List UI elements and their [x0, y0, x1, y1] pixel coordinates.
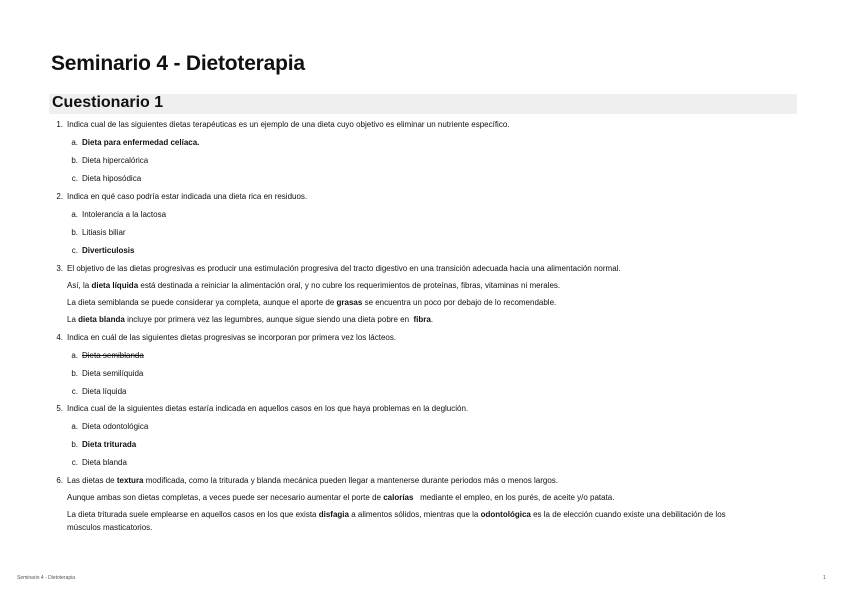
answer-paragraph-continued: músculos masticatorios.: [67, 523, 153, 532]
question-number: 2.: [56, 192, 63, 201]
option-text: [82, 246, 134, 256]
question-number: 6.: [56, 476, 63, 485]
option-letter: c.: [71, 387, 78, 396]
option-text: [82, 138, 199, 148]
option-letter: b.: [71, 440, 78, 449]
question-text: Indica en qué caso podría estar indicada una dieta rica en residuos.: [67, 192, 308, 201]
option-text-struck: Dieta semiblanda: [82, 351, 144, 360]
option-text: Dieta semilíquida: [82, 369, 144, 378]
option-text: Dieta blanda: [82, 458, 127, 467]
page-number: 1: [823, 575, 826, 581]
answer-paragraph: La dieta semiblanda se puede considerar ya completa, aunque el aporte de grasas se encuentra un poco por debajo de lo recomendable.: [67, 298, 557, 307]
answer-highlight: Dieta para enfermedad celíaca.: [82, 138, 200, 147]
question-text: Indica cual de las siguientes dietas terapéuticas es un ejemplo de una dieta cuyo objetivo es eliminar un nutriente específico.: [67, 120, 510, 129]
option-letter: a.: [71, 351, 78, 360]
answer-paragraph: Aunque ambas son dietas completas, a veces puede ser necesario aumentar el porte de calorías mediante el empleo, en los purés, de aceite y/o patata.: [67, 493, 615, 502]
option-letter: b.: [71, 228, 78, 237]
option-text: Litiasis biliar: [82, 228, 126, 237]
answer-paragraph: La dieta blanda incluye por primera vez las legumbres, aunque sigue siendo una dieta pobre en fibra.: [67, 315, 434, 324]
answer-highlight: Diverticulosis: [82, 246, 135, 255]
question-text: Las dietas de textura modificada, como la triturada y blanda mecánica pueden llegar a mantenerse durante periodos más o menos largos.: [67, 476, 558, 485]
question-text: El objetivo de las dietas progresivas es producir una estimulación progresiva del tracto digestivo en una transición adecuada hacia una alimentación normal.: [67, 264, 621, 273]
answer-paragraph: La dieta triturada suele emplearse en aquellos casos en los que exista disfagia a alimentos sólidos, mientras que la odontológica es la de elección cuando existe una debilitación de los: [67, 510, 726, 519]
option-text: Dieta odontológica: [82, 422, 149, 431]
question-number: 5.: [56, 404, 63, 413]
section-title: Cuestionario 1: [52, 94, 164, 111]
option-letter: b.: [71, 369, 78, 378]
option-text: [82, 440, 136, 450]
question-number: 1.: [56, 120, 63, 129]
answer-paragraph: Así, la dieta líquida está destinada a reiniciar la alimentación oral, y no cubre los requerimientos de proteínas, fibras, vitaminas ni merales.: [67, 281, 561, 290]
option-letter: a.: [71, 210, 78, 219]
footer-title: Seminario 4 - Dietoterapia: [17, 575, 76, 581]
option-letter: b.: [71, 156, 78, 165]
question-text: Indica en cuál de las siguientes dietas progresivas se incorporan por primera vez los lácteos.: [67, 333, 397, 342]
option-letter: c.: [71, 246, 78, 255]
option-text: Dieta hiposódica: [82, 174, 142, 183]
section-header: [49, 94, 797, 114]
option-letter: c.: [71, 458, 78, 467]
option-text: Dieta hipercalórica: [82, 156, 149, 165]
option-text: Dieta líquida: [82, 387, 127, 396]
question-number: 4.: [56, 333, 63, 342]
option-letter: a.: [71, 422, 78, 431]
option-letter: a.: [71, 138, 78, 147]
question-number: 3.: [56, 264, 63, 273]
option-letter: c.: [71, 174, 78, 183]
answer-highlight: Dieta triturada: [82, 440, 137, 449]
option-text: Intolerancia a la lactosa: [82, 210, 167, 219]
page-title: Seminario 4 - Dietoterapia: [51, 52, 305, 75]
question-text: Indica cual de la siguientes dietas estaría indicada en aquellos casos en los que haya problemas en la deglución.: [67, 404, 469, 413]
